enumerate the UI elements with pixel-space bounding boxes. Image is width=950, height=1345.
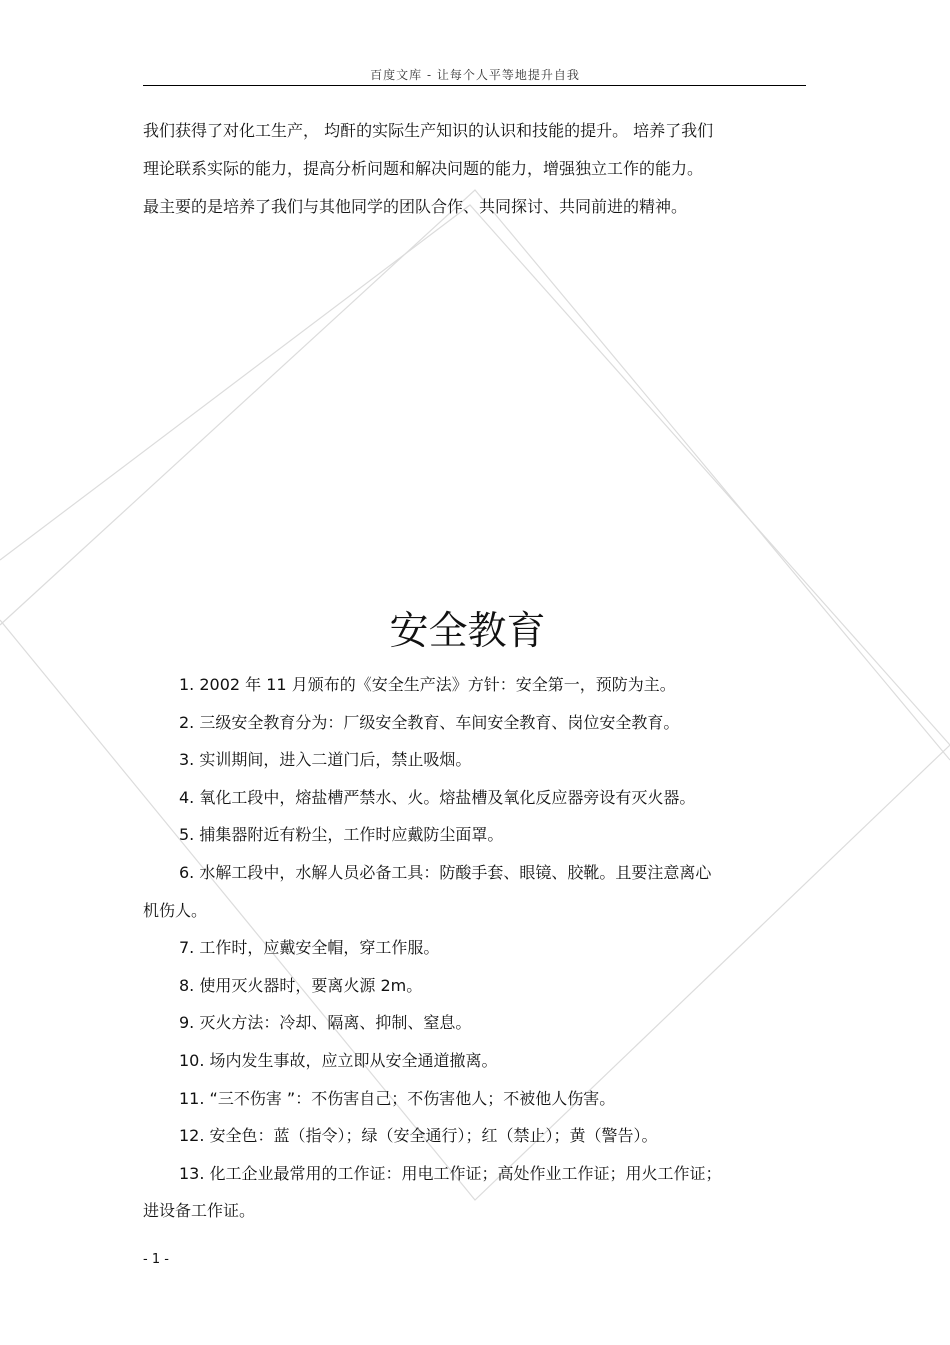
list-item: 1. 2002 年 11 月颁布的《安全生产法》方针：安全第一，预防为主。 [179, 675, 676, 694]
safety-list [143, 675, 823, 1239]
list-item-continuation: 机伤人。 [143, 900, 208, 920]
list-item: 9. 灭火方法：冷却、隔离、抑制、窒息。 [179, 1013, 472, 1033]
list-item: 8. 使用灭火器时，要离火源 2m。 [179, 975, 423, 995]
intro-line: 理论联系实际的能力，提高分析问题和解决问题的能力，增强独立工作的能力。 [143, 159, 704, 178]
list-item: 12. 安全色：蓝（指令）；绿（安全通行）；红（禁止）；黄（警告）。 [179, 1126, 658, 1146]
intro-paragraph [143, 121, 823, 235]
list-item: 11. “三不伤害 ”：不伤害自己；不伤害他人；不被他人伤害。 [179, 1088, 616, 1108]
section-title: 安全教育 [389, 609, 546, 654]
list-item: 4. 氧化工段中，熔盐槽严禁水、火。熔盐槽及氧化反应器旁设有灭火器。 [179, 787, 696, 807]
list-item: 2. 三级安全教育分为：厂级安全教育、车间安全教育、岗位安全教育。 [179, 712, 680, 732]
page-number: - 1 - [143, 1252, 169, 1267]
intro-line: 我们获得了对化工生产， 均酐的实际生产知识的认识和技能的提升。 培养了我们 [143, 121, 714, 140]
list-item: 6. 水解工段中，水解人员必备工具：防酸手套、眼镜、胶靴。且要注意离心 [179, 862, 712, 882]
list-item: 3. 实训期间，进入二道门后，禁止吸烟。 [179, 750, 472, 770]
list-item: 7. 工作时，应戴安全帽，穿工作服。 [179, 938, 440, 958]
intro-line: 最主要的是培养了我们与其他同学的团队合作、共同探讨、共同前进的精神。 [143, 197, 688, 216]
list-item-continuation: 进设备工作证。 [143, 1201, 256, 1221]
header-divider [143, 85, 806, 86]
list-item: 10. 场内发生事故，应立即从安全通道撤离。 [179, 1050, 498, 1070]
list-item: 13. 化工企业最常用的工作证：用电工作证；高处作业工作证；用火工作证； [179, 1163, 722, 1183]
list-item: 5. 捕集器附近有粉尘，工作时应戴防尘面罩。 [179, 825, 504, 845]
page-header: 百度文库 - 让每个人平等地提升自我 [370, 68, 580, 82]
